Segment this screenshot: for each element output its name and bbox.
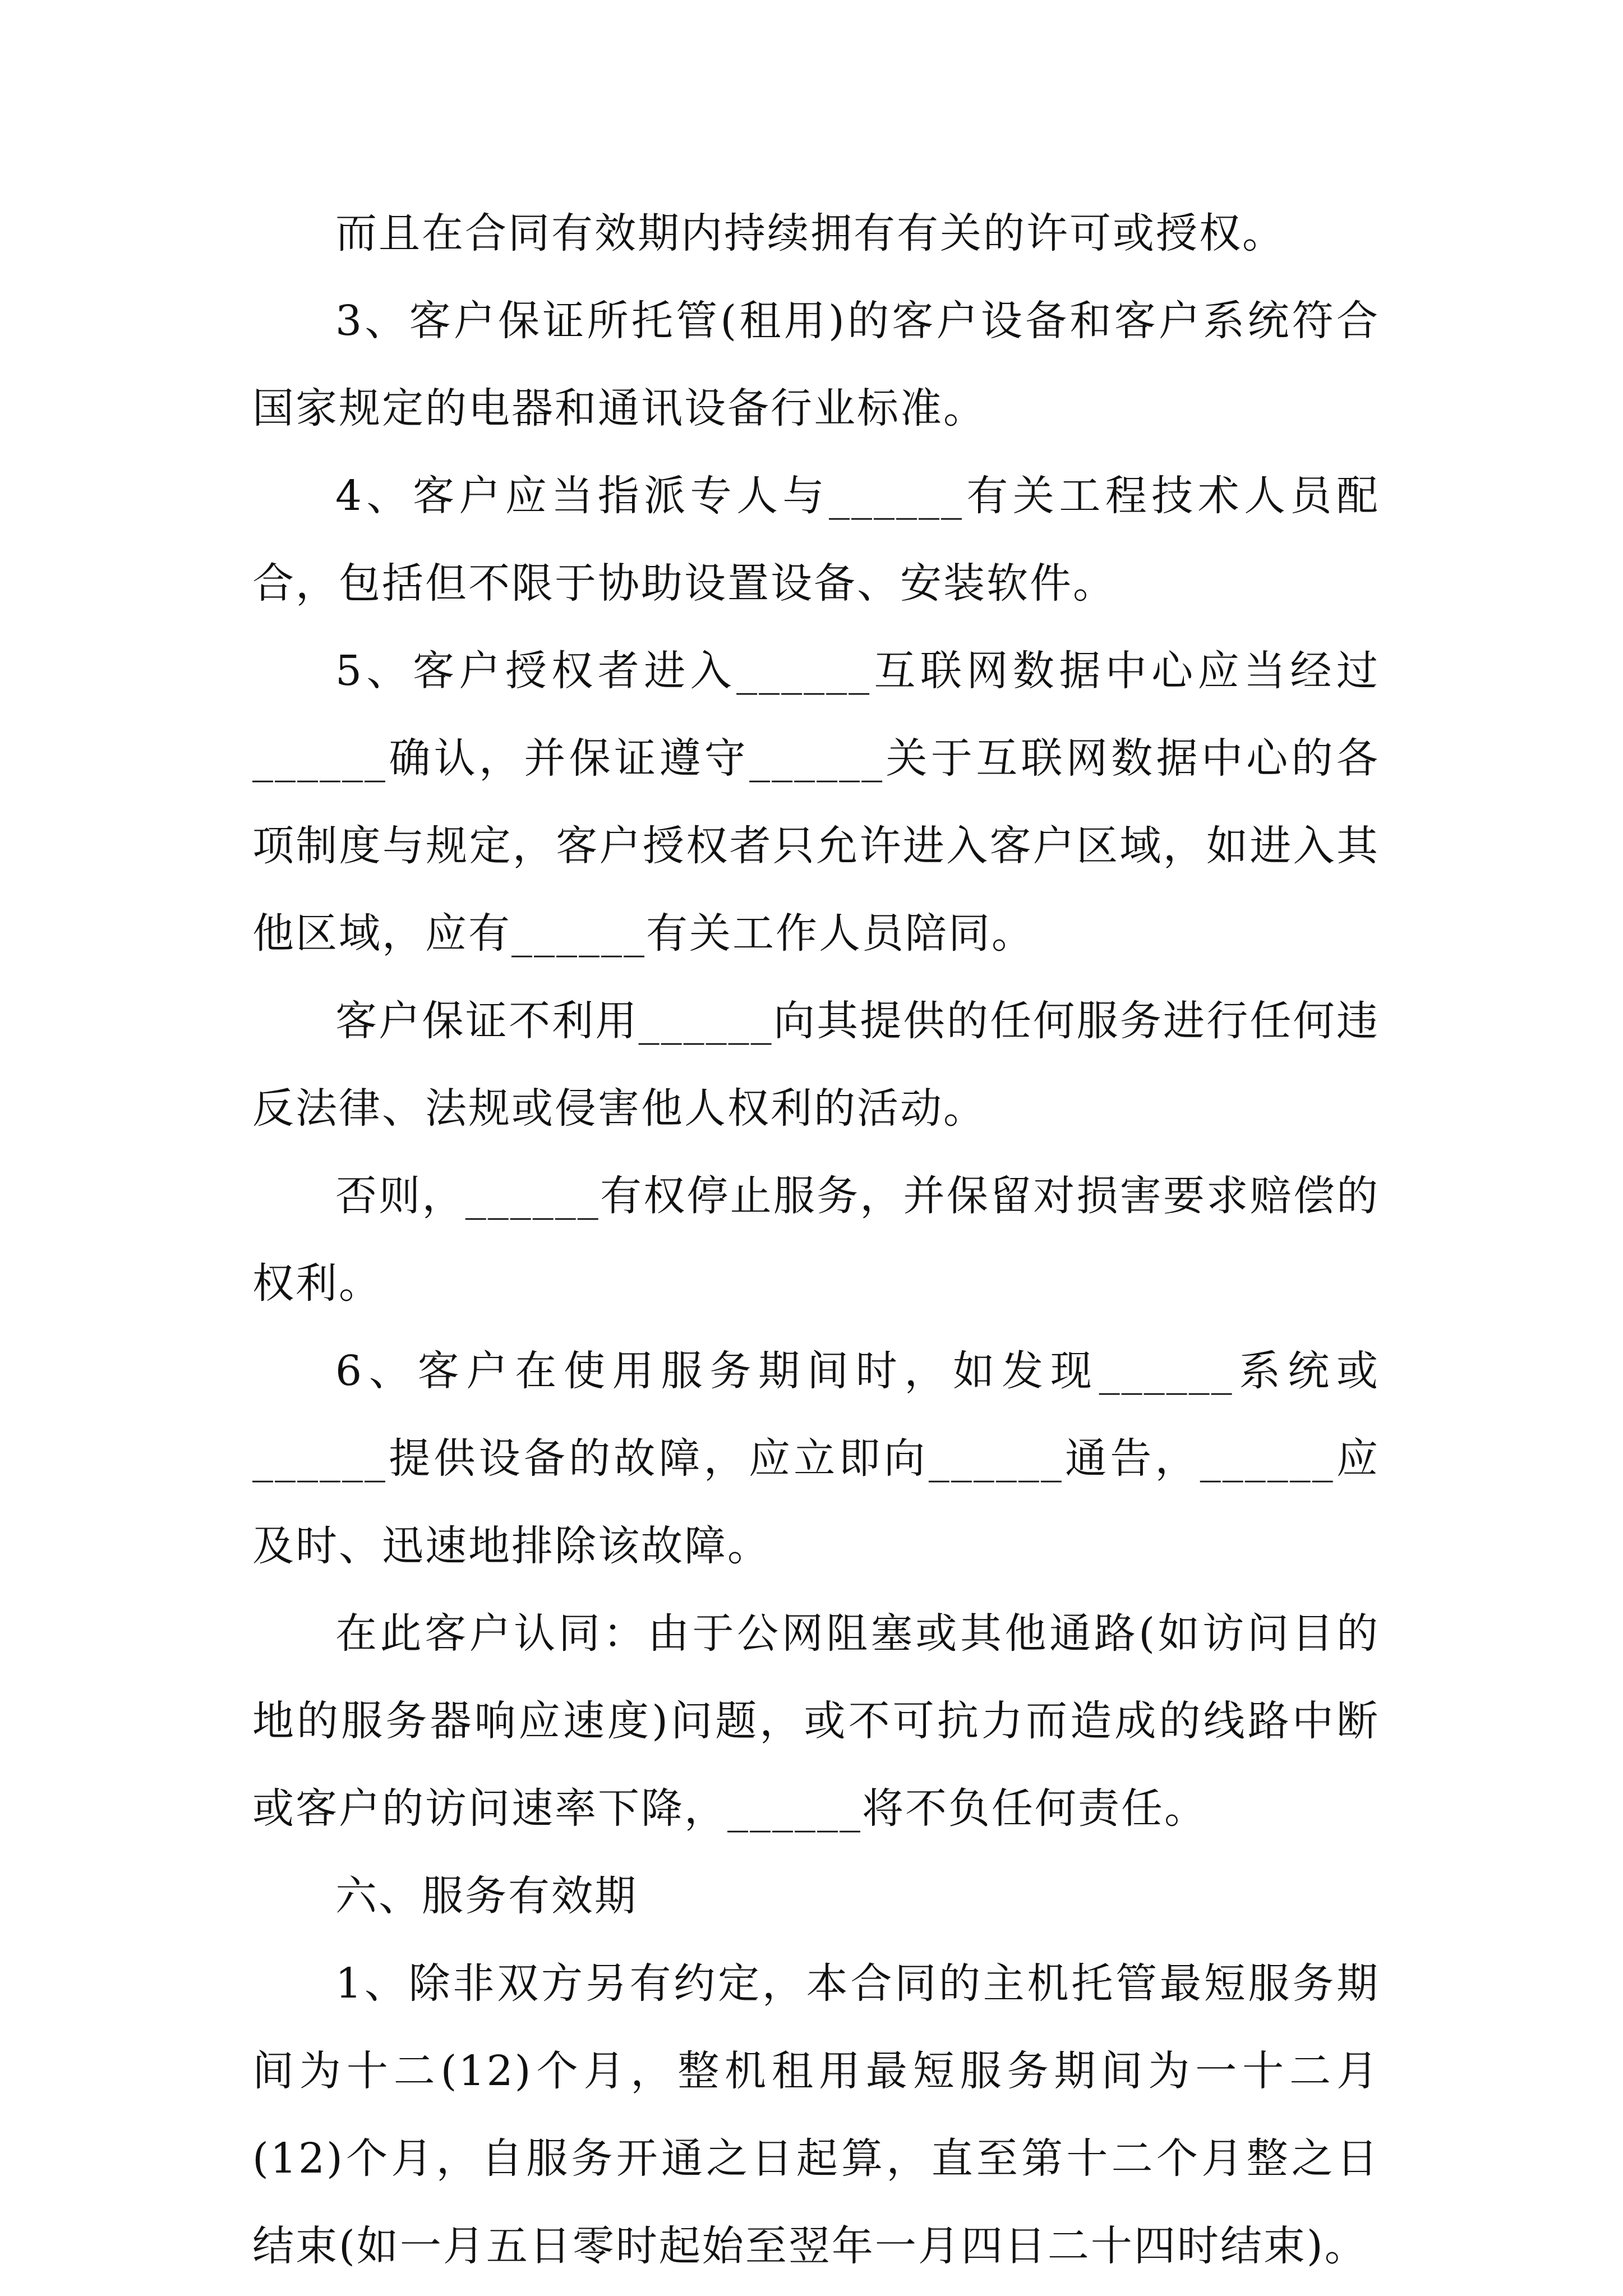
- clause-4-assign-personnel: 4、客户应当指派专人与______有关工程技术人员配合，包括但不限于协助设置设备、安装软件。: [252, 472, 1380, 608]
- clause-1-minimum-service-period: 1、除非双方另有约定，本合同的主机托管最短服务期间为十二(12)个月，整机租用最短服务期间为一十二月(12)个月，自服务开通之日起算，直至第十二个月整之日结束(如一月五日零时起始至翌年一月四日二十四时结束)。: [252, 1959, 1380, 2270]
- clause-3-equipment-standards: 3、客户保证所托管(租用)的客户设备和客户系统符合国家规定的电器和通讯设备行业标准。: [252, 297, 1380, 432]
- paragraph-liability-disclaimer: 在此客户认同：由于公网阻塞或其他通路(如访问目的地的服务器响应速度)问题，或不可抗力而造成的线路中断或客户的访问速率下降，______将不负任何责任。: [252, 1609, 1380, 1833]
- clause-5-data-center-access: 5、客户授权者进入______互联网数据中心应当经过______确认，并保证遵守______关于互联网数据中心的各项制度与规定，客户授权者只允许进入客户区域，如进入其他区域，应有______有关工作人员陪同。: [252, 647, 1380, 958]
- section-heading-service-period: 六、服务有效期: [335, 1872, 638, 1920]
- paragraph-lawful-use: 客户保证不利用______向其提供的任何服务进行任何违反法律、法规或侵害他人权利的活动。: [252, 997, 1380, 1133]
- document-body: [252, 190, 1380, 2290]
- paragraph-stop-service: 否则，______有权停止服务，并保留对损害要求赔偿的权利。: [252, 1172, 1380, 1308]
- paragraph-continuation: 而且在合同有效期内持续拥有有关的许可或授权。: [335, 209, 1285, 257]
- clause-6-fault-reporting: 6、客户在使用服务期间时，如发现______系统或______提供设备的故障，应立即向______通告，______应及时、迅速地排除该故障。: [252, 1347, 1380, 1570]
